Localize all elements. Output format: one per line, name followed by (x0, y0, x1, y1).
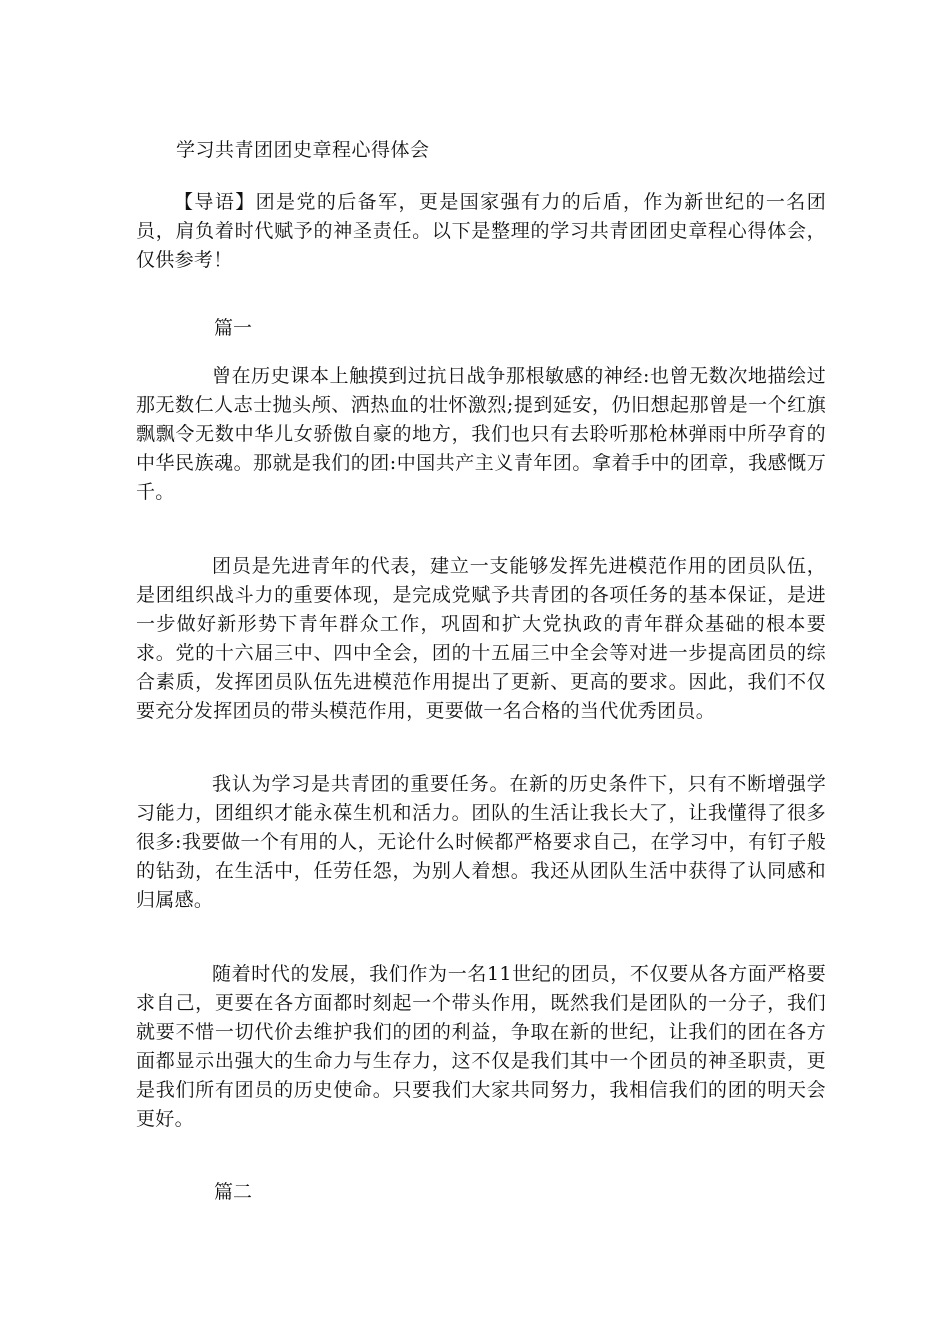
body-paragraph: 团员是先进青年的代表，建立一支能够发挥先进模范作用的团员队伍，是团组织战斗力的重要体现，是完成党赋予共青团的各项任务的基本保证，是进一步做好新形势下青年群众工作，巩固和扩大党执政的青年群众基础的根本要求。党的十六届三中、四中全会，团的十五届三中全会等对进一步提高团员的综合素质，发挥团员队伍先进模范作用提出了更新、更高的要求。因此，我们不仅要充分发挥团员的带头模范作用，更要做一名合格的当代优秀团员。 (136, 555, 826, 722)
body-paragraph: 我认为学习是共青团的重要任务。在新的历史条件下，只有不断增强学习能力，团组织才能永葆生机和活力。团队的生活让我长大了，让我懂得了很多很多:我要做一个有用的人，无论什么时候都严格要求自己，在学习中，有钉子般的钻劲，在生活中，任劳任怨，为别人着想。我还从团队生活中获得了认同感和归属感。 (136, 773, 826, 911)
section-heading-1: 篇一 (214, 317, 253, 339)
document-title: 学习共青团团史章程心得体会 (176, 139, 430, 161)
section-heading-2: 篇二 (214, 1181, 253, 1203)
intro-paragraph: 【导语】团是党的后备军，更是国家强有力的后盾，作为新世纪的一名团员，肩负着时代赋予的神圣责任。以下是整理的学习共青团团史章程心得体会，仅供参考！ (136, 191, 826, 271)
body-paragraph: 随着时代的发展，我们作为一名11世纪的团员，不仅要从各方面严格要求自己，更要在各方面都时刻起一个带头作用，既然我们是团队的一分子，我们就要不惜一切代价去维护我们的团的利益，争取在新的世纪，让我们的团在各方面都显示出强大的生命力与生存力，这不仅是我们其中一个团员的神圣职责，更是我们所有团员的历史使命。只要我们大家共同努力，我相信我们的团的明天会更好。 (136, 963, 826, 1130)
body-paragraph: 曾在历史课本上触摸到过抗日战争那根敏感的神经:也曾无数次地描绘过那无数仁人志士抛头颅、洒热血的壮怀激烈;提到延安，仍旧想起那曾是一个红旗飘飘令无数中华儿女骄傲自豪的地方，我们也只有去聆听那枪林弹雨中所孕育的中华民族魂。那就是我们的团:中国共产主义青年团。拿着手中的团章，我感慨万千。 (136, 365, 826, 503)
